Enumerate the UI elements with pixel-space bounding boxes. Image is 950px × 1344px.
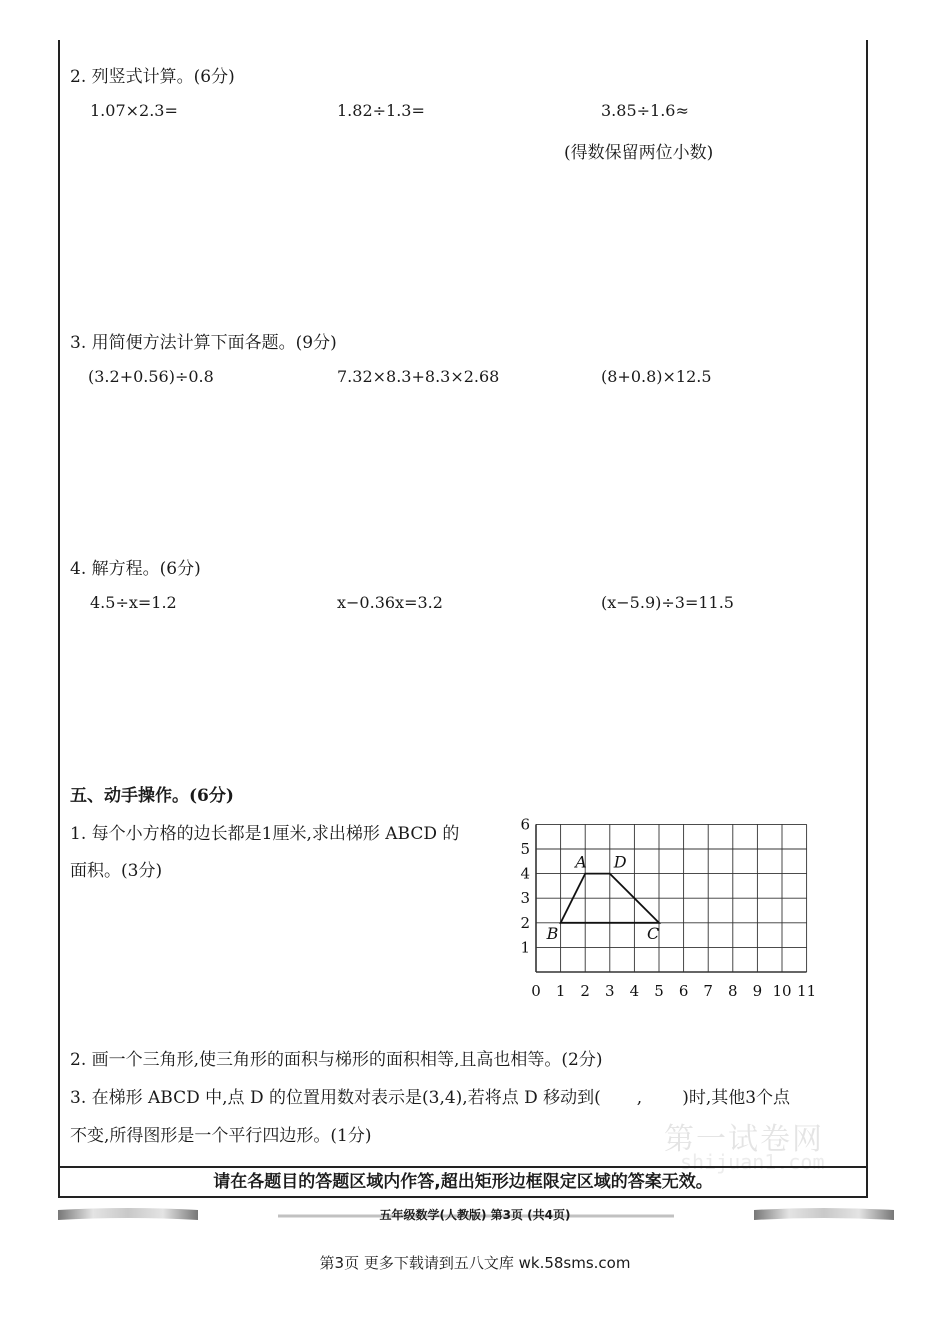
y-tick-label: 6 xyxy=(520,816,530,834)
vertex-label: D xyxy=(613,852,627,872)
q4-expr-2: x−0.36x=3.2 xyxy=(337,593,443,612)
trapezoid-grid-figure xyxy=(518,816,818,1002)
watermark-text: 第一试卷网 xyxy=(664,1122,824,1157)
x-tick-label: 9 xyxy=(752,982,763,1000)
q4-expr-3: (x−5.9)÷3=11.5 xyxy=(601,593,734,612)
q2-expr-2: 1.82÷1.3= xyxy=(337,101,425,120)
section5-title: 五、动手操作。(6分) xyxy=(70,786,234,806)
q3-expr-1: (3.2+0.56)÷0.8 xyxy=(88,367,214,386)
section5-p1-line1: 1. 每个小方格的边长都是1厘米,求出梯形 ABCD 的 xyxy=(70,824,460,844)
q3-expr-2: 7.32×8.3+8.3×2.68 xyxy=(337,367,500,386)
section5-p1-line2: 面积。(3分) xyxy=(70,861,163,881)
vertex-label: B xyxy=(546,923,559,943)
y-tick-label: 2 xyxy=(520,913,530,932)
page-footer: 第3页 更多下载请到五八文库 wk.58sms.com xyxy=(319,1254,631,1272)
x-tick-label: 10 xyxy=(772,982,792,1000)
q2-expr-3: 3.85÷1.6≈ xyxy=(601,101,689,120)
x-tick-label: 0 xyxy=(531,982,541,1000)
x-tick-label: 2 xyxy=(580,982,590,1000)
vertex-label: A xyxy=(575,852,587,872)
q3-title: 3. 用简便方法计算下面各题。(9分) xyxy=(70,333,337,353)
x-tick-label: 6 xyxy=(678,982,689,1000)
section5-p3-line2: 不变,所得图形是一个平行四边形。(1分) xyxy=(70,1126,372,1146)
x-tick-label: 11 xyxy=(797,982,817,1000)
x-tick-label: 4 xyxy=(629,982,640,1000)
q2-note: (得数保留两位小数) xyxy=(564,143,714,163)
x-tick-label: 8 xyxy=(728,982,738,1000)
y-tick-label: 5 xyxy=(520,840,530,858)
section5-p3-part1: 3. 在梯形 ABCD 中,点 D 的位置用数对表示是(3,4),若将点 D 移动到( xyxy=(70,1088,601,1108)
section5-p2: 2. 画一个三角形,使三角形的面积与梯形的面积相等,且高也相等。(2分) xyxy=(70,1050,603,1070)
x-tick-label: 5 xyxy=(654,982,664,1000)
watermark-url: shijuan1.com xyxy=(680,1150,825,1174)
q4-expr-1: 4.5÷x=1.2 xyxy=(90,593,177,612)
q4-title: 4. 解方程。(6分) xyxy=(70,559,201,579)
exam-footer: 五年级数学(人教版) 第3页 (共4页) xyxy=(379,1208,571,1222)
x-tick-label: 7 xyxy=(703,982,713,1000)
section5-p3-part2: , xyxy=(636,1088,643,1108)
y-tick-label: 3 xyxy=(520,889,530,908)
y-tick-label: 1 xyxy=(520,938,530,957)
q2-title: 2. 列竖式计算。(6分) xyxy=(70,67,235,87)
x-tick-label: 1 xyxy=(555,982,566,1000)
q3-expr-3: (8+0.8)×12.5 xyxy=(601,367,712,386)
section5-p3-line1 xyxy=(70,1083,790,1108)
vertex-label: C xyxy=(647,923,660,943)
section5-p3-part3: )时,其他3个点 xyxy=(682,1088,791,1108)
q2-expr-1: 1.07×2.3= xyxy=(90,101,178,120)
answer-area-notice: 请在各题目的答题区域内作答,超出矩形边框限定区域的答案无效。 xyxy=(58,1166,868,1198)
x-tick-label: 3 xyxy=(605,982,615,1000)
y-tick-label: 4 xyxy=(520,864,530,883)
